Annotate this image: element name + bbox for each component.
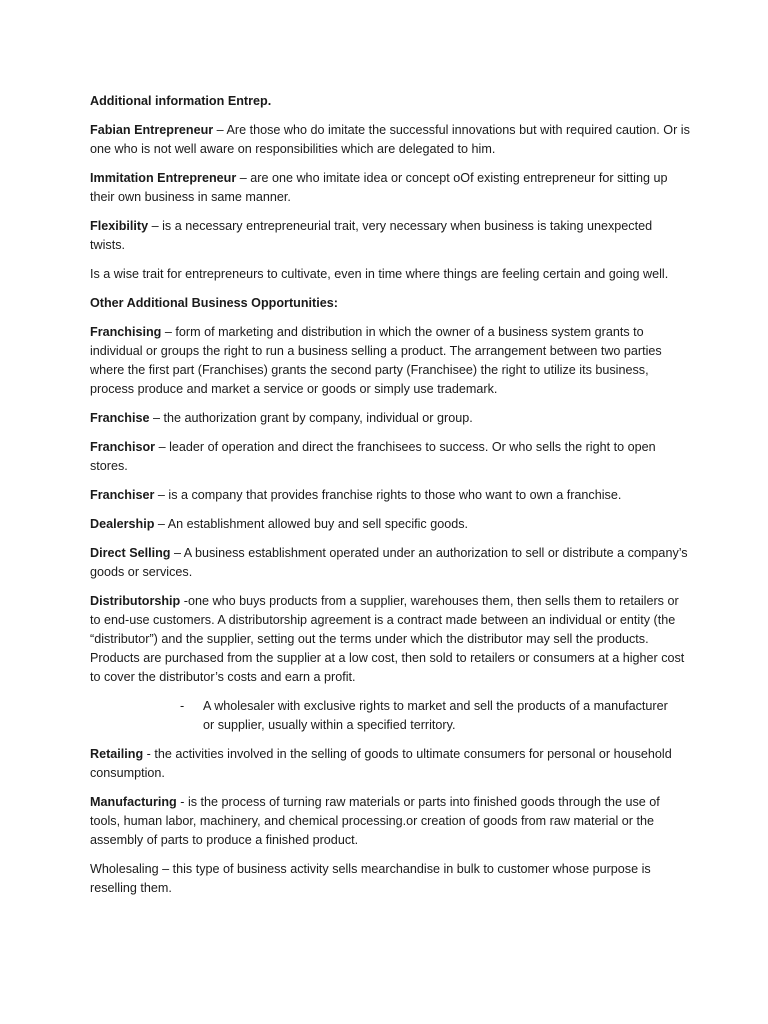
paragraph-distributorship bbox=[90, 592, 690, 687]
definition-text: – is a necessary entrepreneurial trait, very necessary when business is taking unexpected twists. bbox=[90, 219, 653, 252]
definition-text: – the authorization grant by company, individual or group. bbox=[149, 411, 473, 425]
paragraph-dealership bbox=[90, 515, 690, 534]
paragraph-fabian-entrepreneur bbox=[90, 121, 690, 159]
paragraph-franchise bbox=[90, 409, 690, 428]
term-label: Flexibility bbox=[90, 219, 149, 233]
paragraph-wise-trait bbox=[90, 265, 690, 284]
paragraph-flexibility bbox=[90, 217, 690, 255]
term-label: Franchiser bbox=[90, 488, 155, 502]
body-text: Is a wise trait for entrepreneurs to cultivate, even in time where things are feeling certain and going well. bbox=[90, 267, 669, 281]
document-page bbox=[90, 92, 690, 908]
definition-text: – is a company that provides franchise rights to those who want to own a franchise. bbox=[154, 488, 622, 502]
paragraph-franchisor bbox=[90, 438, 690, 476]
paragraph-immitation-entrepreneur bbox=[90, 169, 690, 207]
paragraph-franchising bbox=[90, 323, 690, 399]
term-label: Fabian Entrepreneur bbox=[90, 123, 214, 137]
term-label: Franchise bbox=[90, 411, 150, 425]
definition-text: - the activities involved in the selling of goods to ultimate consumers for personal or household consumption. bbox=[90, 747, 672, 780]
definition-text: – Are those who do imitate the successful innovations but with required caution. Or is one who is not well aware on responsibilities which are delegated to him. bbox=[90, 123, 690, 156]
term-label: Franchisor bbox=[90, 440, 156, 454]
definition-text: – An establishment allowed buy and sell specific goods. bbox=[154, 517, 469, 531]
definition-text: -one who buys products from a supplier, warehouses them, then sells them to retailers or to end-use customers. A distributorship agreement is a contract made between an individual or entity (the “distributor”) and the supplier, setting out the terms under which the distributor may sell the products. Products are purchased from the supplier at a low cost, then sold to retailers or consumers at a higher cost to cover the distributor’s costs and earn a profit. bbox=[90, 594, 685, 684]
bullet-item bbox=[90, 697, 690, 735]
definition-text: – form of marketing and distribution in which the owner of a business system grants to individual or groups the right to run a business selling a product. The arrangement between two parties where the first part (Franchises) grants the second party (Franchisee) the right to utilize its business, process produce and market a service or goods or simply use trademark. bbox=[90, 325, 662, 396]
definition-text: – A business establishment operated under an authorization to sell or distribute a company’s goods or services. bbox=[90, 546, 688, 579]
definition-text: – leader of operation and direct the franchisees to success. Or who sells the right to open stores. bbox=[90, 440, 656, 473]
term-label: Retailing bbox=[90, 747, 144, 761]
term-label: Distributorship bbox=[90, 594, 181, 608]
paragraph-retailing bbox=[90, 745, 690, 783]
paragraph-franchiser bbox=[90, 486, 690, 505]
term-label: Manufacturing bbox=[90, 795, 177, 809]
paragraph-wholesaling bbox=[90, 860, 690, 898]
body-text: Wholesaling – this type of business activity sells mearchandise in bulk to customer whose purpose is reselling them. bbox=[90, 862, 651, 895]
term-label: Dealership bbox=[90, 517, 155, 531]
definition-text: - is the process of turning raw materials or parts into finished goods through the use of tools, human labor, machinery, and chemical processing.or creation of goods from raw material or the assembly of parts to produce a finished product. bbox=[90, 795, 660, 847]
section-heading: Other Additional Business Opportunities: bbox=[90, 296, 338, 310]
bullet-dash: - bbox=[180, 699, 185, 713]
paragraph-manufacturing bbox=[90, 793, 690, 850]
paragraph-direct-selling bbox=[90, 544, 690, 582]
bullet-text: A wholesaler with exclusive rights to market and sell the products of a manufacturer or supplier, usually within a specified territory. bbox=[203, 699, 668, 732]
definition-text: – are one who imitate idea or concept oOf existing entrepreneur for sitting up their own business in same manner. bbox=[90, 171, 668, 204]
document-title: Additional information Entrep. bbox=[90, 94, 272, 108]
term-label: Direct Selling bbox=[90, 546, 171, 560]
term-label: Immitation Entrepreneur bbox=[90, 171, 237, 185]
term-label: Franchising bbox=[90, 325, 162, 339]
